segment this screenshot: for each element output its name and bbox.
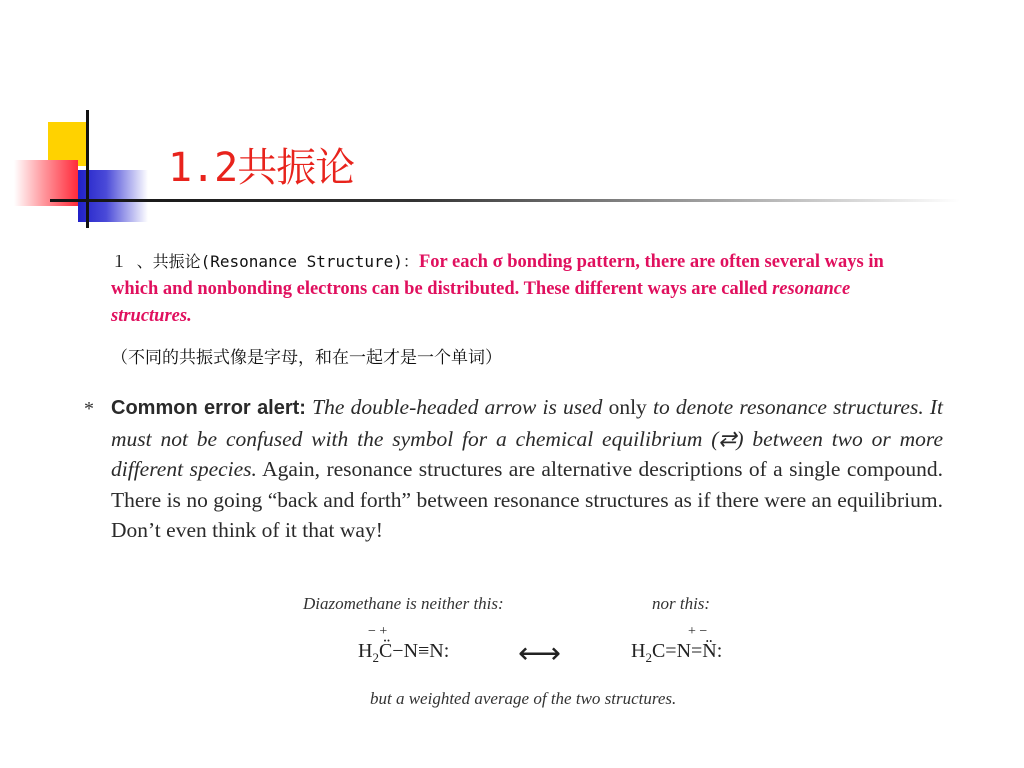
title-number: 1.2 [168,145,238,191]
right-structure-charges: + − [688,624,708,639]
note-paragraph: （不同的共振式像是字母，和在一起才是一个单词） [111,348,502,368]
intro-prefix: １ 、共振论(Resonance Structure)： [111,252,419,271]
left-h: H [358,640,373,662]
left-formula-rest: C̈−N≡N: [378,640,450,662]
decor-vertical-rule [86,110,89,228]
alert-bullet: * [84,398,94,420]
alert-text-2: only [608,395,647,419]
slide-title [168,136,354,193]
intro-paragraph [111,248,931,330]
alert-text-1: The double-headed arrow is used [305,395,609,419]
intro-definition: For each σ bonding pattern, there are often several ways in which and nonbonding electrons can be distributed. These different ways are called [111,252,884,299]
title-text: 共振论 [237,145,355,191]
alert-paragraph [111,392,943,546]
intro-term: resonance structures. [111,279,851,326]
right-resonance-structure [631,640,722,666]
right-sub: 2 [645,650,652,665]
alert-text-3: to denote resonance structures. It must not be confused with the symbol for a chemical equilibrium (⇄) between two or more different species. [111,395,943,481]
right-h: H [631,640,646,662]
left-sub: 2 [372,650,379,665]
figure-caption-right: nor this: [652,594,711,613]
right-formula-rest: C=N=N̈: [651,640,723,662]
resonance-arrow: ⟷ [518,637,562,670]
alert-text-4: Again, resonance structures are alternative descriptions of a single compound. There is no going “back and forth” between resonance structures as if there were an equilibrium. Don’t even think of it that way! [111,457,943,542]
title-underline [50,199,960,202]
figure-bottom-caption: but a weighted average of the two structures. [370,689,677,708]
left-resonance-structure [358,640,449,666]
left-structure-charges: − + [368,624,388,639]
figure-caption-left: Diazomethane is neither this: [303,594,504,613]
alert-heading: Common error alert: [111,397,306,419]
